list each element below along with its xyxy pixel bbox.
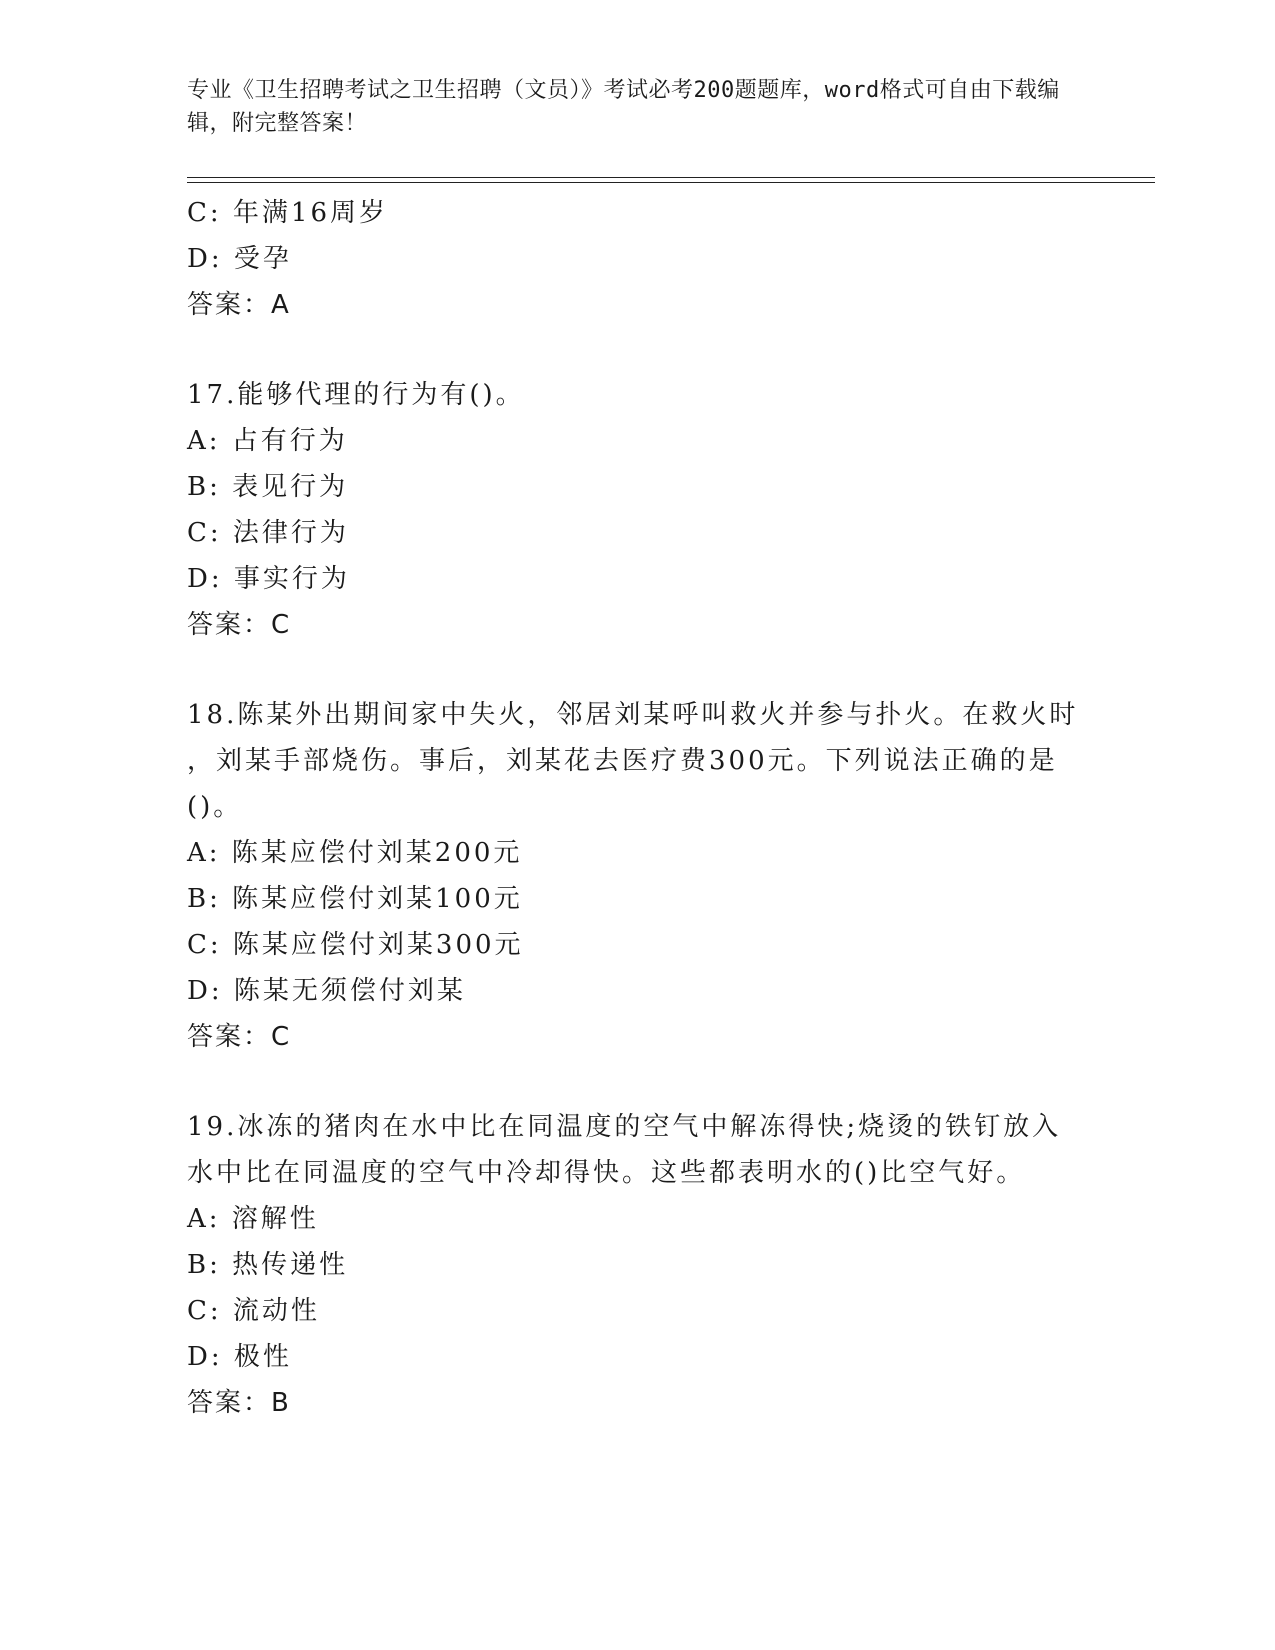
option-d: D: 极性	[187, 1342, 292, 1372]
option-c: C: 年满16周岁	[187, 198, 389, 228]
option-b: B: 热传递性	[187, 1250, 349, 1280]
option-c: C: 流动性	[187, 1296, 320, 1326]
question-16-continuation	[187, 190, 1087, 328]
answer: 答案：B	[187, 1388, 291, 1418]
question-stem-line-3: ()。	[187, 792, 243, 822]
question-list	[187, 190, 1087, 1426]
spacer	[187, 648, 1087, 692]
option-c: C: 陈某应偿付刘某300元	[187, 930, 524, 960]
spacer	[187, 328, 1087, 372]
answer: 答案：C	[187, 1022, 292, 1052]
question-18	[187, 692, 1087, 1060]
document-header: 专业《卫生招聘考试之卫生招聘（文员）》考试必考200题题库，word格式可自由下载编辑，附完整答案！	[187, 78, 1060, 136]
question-stem-line-2: ，刘某手部烧伤。事后，刘某花去医疗费300元。下列说法正确的是	[187, 746, 1058, 776]
option-d: D: 受孕	[187, 244, 292, 274]
question-stem-line-1: 18.陈某外出期间家中失火，邻居刘某呼叫救火并参与扑火。在救火时	[187, 700, 1079, 730]
header-rule-bottom	[187, 182, 1155, 183]
option-d: D: 陈某无须偿付刘某	[187, 976, 466, 1006]
option-a: A: 占有行为	[187, 426, 348, 456]
question-stem: 17.能够代理的行为有()。	[187, 380, 525, 410]
option-a: A: 陈某应偿付刘某200元	[187, 838, 523, 868]
question-17	[187, 372, 1087, 648]
option-d: D: 事实行为	[187, 564, 350, 594]
answer: 答案：C	[187, 610, 292, 640]
question-stem-line-1: 19.冰冻的猪肉在水中比在同温度的空气中解冻得快;烧烫的铁钉放入	[187, 1112, 1062, 1142]
question-stem-line-2: 水中比在同温度的空气中冷却得快。这些都表明水的()比空气好。	[187, 1158, 1026, 1188]
option-b: B: 陈某应偿付刘某100元	[187, 884, 523, 914]
question-19	[187, 1104, 1087, 1426]
option-a: A: 溶解性	[187, 1204, 319, 1234]
answer: 答案：A	[187, 290, 291, 320]
spacer	[187, 1060, 1087, 1104]
option-b: B: 表见行为	[187, 472, 349, 502]
option-c: C: 法律行为	[187, 518, 349, 548]
header-rule-top	[187, 177, 1155, 178]
